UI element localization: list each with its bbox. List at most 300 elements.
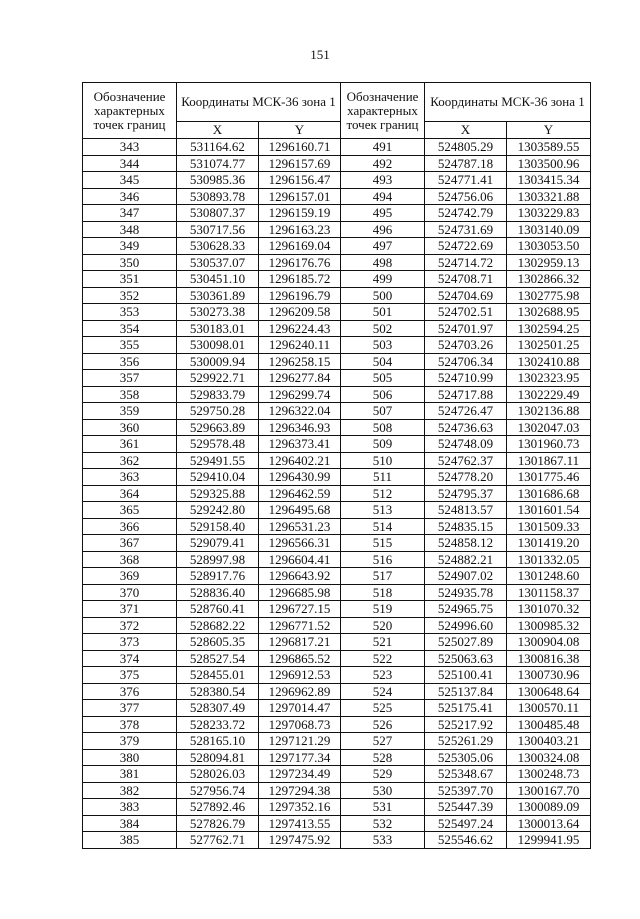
cell-point-right: 508 [341,419,425,436]
cell-y-left: 1296322.04 [259,403,341,420]
cell-x-right: 524858.12 [425,535,507,552]
cell-x-left: 528165.10 [177,733,259,750]
table-row [83,370,591,387]
cell-x-left: 529242.80 [177,502,259,519]
cell-x-left: 530451.10 [177,271,259,288]
cell-y-right: 1303140.09 [507,221,591,238]
cell-point-left: 363 [83,469,177,486]
cell-x-left: 527826.79 [177,815,259,832]
cell-x-right: 524778.20 [425,469,507,486]
cell-x-left: 529491.55 [177,452,259,469]
cell-point-left: 353 [83,304,177,321]
cell-point-right: 528 [341,749,425,766]
cell-point-right: 506 [341,386,425,403]
cell-x-left: 529325.88 [177,485,259,502]
cell-y-right: 1302229.49 [507,386,591,403]
cell-point-right: 526 [341,716,425,733]
table-row [83,502,591,519]
cell-x-left: 530717.56 [177,221,259,238]
table-row [83,254,591,271]
cell-y-right: 1300985.32 [507,617,591,634]
cell-point-right: 518 [341,584,425,601]
cell-x-left: 528094.81 [177,749,259,766]
cell-point-right: 533 [341,832,425,849]
cell-x-right: 524703.26 [425,337,507,354]
cell-point-left: 381 [83,766,177,783]
cell-y-left: 1297475.92 [259,832,341,849]
cell-x-left: 528527.54 [177,650,259,667]
cell-x-left: 528380.54 [177,683,259,700]
cell-y-left: 1296604.41 [259,551,341,568]
cell-x-right: 524736.63 [425,419,507,436]
cell-x-right: 525175.41 [425,700,507,717]
cell-point-right: 494 [341,188,425,205]
cell-point-left: 351 [83,271,177,288]
cell-x-right: 524722.69 [425,238,507,255]
cell-point-left: 358 [83,386,177,403]
cell-y-right: 1301867.11 [507,452,591,469]
cell-x-left: 530273.38 [177,304,259,321]
cell-point-left: 367 [83,535,177,552]
cell-x-left: 530893.78 [177,188,259,205]
cell-y-right: 1301960.73 [507,436,591,453]
table-row [83,419,591,436]
cell-point-right: 493 [341,172,425,189]
table-row [83,700,591,717]
cell-x-right: 525305.06 [425,749,507,766]
cell-y-left: 1297413.55 [259,815,341,832]
cell-x-right: 524787.18 [425,155,507,172]
cell-x-left: 528233.72 [177,716,259,733]
cell-y-right: 1299941.95 [507,832,591,849]
cell-point-right: 520 [341,617,425,634]
cell-point-left: 378 [83,716,177,733]
table-body [83,139,591,849]
table-row [83,650,591,667]
cell-y-right: 1300648.64 [507,683,591,700]
table-row [83,403,591,420]
cell-point-left: 377 [83,700,177,717]
cell-y-right: 1300485.48 [507,716,591,733]
table-row [83,221,591,238]
cell-point-left: 344 [83,155,177,172]
cell-x-left: 531074.77 [177,155,259,172]
cell-x-right: 524748.09 [425,436,507,453]
cell-x-left: 530098.01 [177,337,259,354]
table-row [83,601,591,618]
cell-x-left: 527762.71 [177,832,259,849]
cell-x-right: 524710.99 [425,370,507,387]
cell-x-left: 528760.41 [177,601,259,618]
cell-point-right: 521 [341,634,425,651]
cell-y-left: 1296299.74 [259,386,341,403]
cell-y-left: 1297294.38 [259,782,341,799]
cell-y-right: 1300403.21 [507,733,591,750]
cell-y-left: 1296224.43 [259,320,341,337]
table-row [83,617,591,634]
cell-x-left: 530628.33 [177,238,259,255]
cell-point-right: 512 [341,485,425,502]
cell-x-left: 528026.03 [177,766,259,783]
cell-point-left: 385 [83,832,177,849]
cell-point-left: 345 [83,172,177,189]
cell-y-left: 1296643.92 [259,568,341,585]
cell-x-left: 530009.94 [177,353,259,370]
cell-x-right: 524756.06 [425,188,507,205]
cell-x-left: 530361.89 [177,287,259,304]
table-row [83,436,591,453]
cell-point-right: 496 [341,221,425,238]
cell-y-right: 1303500.96 [507,155,591,172]
cell-point-left: 356 [83,353,177,370]
cell-point-left: 380 [83,749,177,766]
cell-x-left: 529663.89 [177,419,259,436]
cell-y-right: 1302136.88 [507,403,591,420]
cell-y-right: 1300816.38 [507,650,591,667]
cell-y-left: 1297352.16 [259,799,341,816]
cell-x-right: 524717.88 [425,386,507,403]
cell-x-right: 524882.21 [425,551,507,568]
coords-header-left: Координаты МСК-36 зона 1 [177,83,341,122]
table-row [83,634,591,651]
cell-y-left: 1296566.31 [259,535,341,552]
table-row [83,485,591,502]
table-row [83,518,591,535]
table-row [83,188,591,205]
cell-y-right: 1301686.68 [507,485,591,502]
x-header-left: X [177,122,259,139]
cell-y-right: 1301248.60 [507,568,591,585]
table-row [83,799,591,816]
cell-y-right: 1300248.73 [507,766,591,783]
cell-point-left: 374 [83,650,177,667]
table-row [83,815,591,832]
cell-x-right: 524996.60 [425,617,507,634]
table-row [83,238,591,255]
table-row [83,320,591,337]
cell-point-right: 514 [341,518,425,535]
cell-y-left: 1296176.76 [259,254,341,271]
cell-x-right: 524714.72 [425,254,507,271]
cell-y-right: 1300904.08 [507,634,591,651]
cell-y-left: 1297121.29 [259,733,341,750]
cell-x-right: 524935.78 [425,584,507,601]
cell-point-right: 495 [341,205,425,222]
cell-y-left: 1297234.49 [259,766,341,783]
cell-point-right: 511 [341,469,425,486]
cell-y-left: 1296373.41 [259,436,341,453]
cell-point-right: 525 [341,700,425,717]
cell-point-left: 348 [83,221,177,238]
cell-y-left: 1296169.04 [259,238,341,255]
cell-y-left: 1296277.84 [259,370,341,387]
cell-y-left: 1296771.52 [259,617,341,634]
cell-x-left: 530183.01 [177,320,259,337]
cell-y-left: 1296209.58 [259,304,341,321]
cell-x-left: 531164.62 [177,139,259,156]
cell-point-right: 498 [341,254,425,271]
cell-x-right: 524907.02 [425,568,507,585]
cell-y-left: 1296163.23 [259,221,341,238]
cell-y-right: 1302959.13 [507,254,591,271]
cell-x-right: 524706.34 [425,353,507,370]
table-row [83,155,591,172]
cell-y-left: 1296156.47 [259,172,341,189]
cell-point-right: 510 [341,452,425,469]
cell-x-left: 529079.41 [177,535,259,552]
cell-x-left: 529750.28 [177,403,259,420]
cell-point-right: 523 [341,667,425,684]
cell-x-right: 524708.71 [425,271,507,288]
cell-point-right: 507 [341,403,425,420]
cell-point-right: 517 [341,568,425,585]
table-row [83,304,591,321]
table-row [83,782,591,799]
cell-y-right: 1302775.98 [507,287,591,304]
cell-x-left: 529410.04 [177,469,259,486]
cell-x-right: 524805.29 [425,139,507,156]
cell-y-right: 1300013.64 [507,815,591,832]
cell-x-right: 525397.70 [425,782,507,799]
cell-y-right: 1300570.11 [507,700,591,717]
cell-point-left: 372 [83,617,177,634]
cell-x-left: 529158.40 [177,518,259,535]
cell-x-left: 527956.74 [177,782,259,799]
cell-point-left: 346 [83,188,177,205]
table-row [83,683,591,700]
point-header-left: Обозначение характерных точек границ [83,83,177,139]
cell-y-right: 1303053.50 [507,238,591,255]
cell-y-right: 1303321.88 [507,188,591,205]
cell-x-right: 524771.41 [425,172,507,189]
cell-x-left: 527892.46 [177,799,259,816]
cell-point-right: 504 [341,353,425,370]
cell-y-right: 1303415.34 [507,172,591,189]
cell-point-right: 515 [341,535,425,552]
cell-y-right: 1301158.37 [507,584,591,601]
table-row [83,271,591,288]
cell-x-right: 524965.75 [425,601,507,618]
table-row [83,469,591,486]
cell-x-left: 528455.01 [177,667,259,684]
cell-point-right: 519 [341,601,425,618]
cell-y-right: 1302323.95 [507,370,591,387]
cell-point-left: 376 [83,683,177,700]
table-row [83,452,591,469]
cell-point-left: 349 [83,238,177,255]
cell-y-left: 1296727.15 [259,601,341,618]
cell-point-right: 527 [341,733,425,750]
cell-x-right: 524742.79 [425,205,507,222]
cell-point-right: 529 [341,766,425,783]
cell-point-left: 359 [83,403,177,420]
cell-x-right: 525261.29 [425,733,507,750]
cell-point-left: 352 [83,287,177,304]
cell-point-right: 524 [341,683,425,700]
cell-x-right: 524704.69 [425,287,507,304]
cell-point-right: 500 [341,287,425,304]
cell-point-right: 509 [341,436,425,453]
table-row [83,832,591,849]
table-row [83,766,591,783]
cell-point-left: 362 [83,452,177,469]
table-row [83,584,591,601]
cell-point-left: 375 [83,667,177,684]
table-row [83,535,591,552]
cell-y-left: 1296685.98 [259,584,341,601]
coordinates-table [82,82,591,849]
cell-y-right: 1301509.33 [507,518,591,535]
cell-x-right: 525217.92 [425,716,507,733]
cell-y-right: 1300167.70 [507,782,591,799]
cell-point-left: 357 [83,370,177,387]
cell-x-left: 528997.98 [177,551,259,568]
cell-point-left: 383 [83,799,177,816]
y-header-left: Y [259,122,341,139]
cell-point-right: 505 [341,370,425,387]
table-row [83,205,591,222]
cell-y-left: 1296531.23 [259,518,341,535]
cell-point-left: 382 [83,782,177,799]
cell-y-right: 1300089.09 [507,799,591,816]
cell-y-left: 1296912.53 [259,667,341,684]
table-row [83,386,591,403]
cell-x-left: 528307.49 [177,700,259,717]
cell-y-left: 1296495.68 [259,502,341,519]
cell-x-right: 524813.57 [425,502,507,519]
cell-point-right: 499 [341,271,425,288]
table-row [83,733,591,750]
cell-x-right: 524835.15 [425,518,507,535]
cell-point-left: 361 [83,436,177,453]
point-header-right: Обозначение характерных точек границ [341,83,425,139]
cell-y-right: 1302410.88 [507,353,591,370]
cell-y-right: 1303229.83 [507,205,591,222]
cell-y-left: 1296462.59 [259,485,341,502]
cell-y-left: 1296402.21 [259,452,341,469]
cell-point-right: 492 [341,155,425,172]
cell-point-left: 369 [83,568,177,585]
cell-x-left: 528836.40 [177,584,259,601]
cell-y-right: 1302866.32 [507,271,591,288]
cell-point-right: 531 [341,799,425,816]
cell-point-left: 365 [83,502,177,519]
table-row [83,139,591,156]
cell-y-left: 1296865.52 [259,650,341,667]
cell-point-right: 530 [341,782,425,799]
cell-x-right: 524701.97 [425,320,507,337]
cell-point-left: 368 [83,551,177,568]
table-row [83,551,591,568]
cell-point-right: 497 [341,238,425,255]
cell-point-left: 370 [83,584,177,601]
cell-x-right: 524795.37 [425,485,507,502]
cell-y-right: 1302501.25 [507,337,591,354]
cell-x-right: 525447.39 [425,799,507,816]
cell-point-right: 516 [341,551,425,568]
table-row [83,667,591,684]
cell-y-left: 1296817.21 [259,634,341,651]
cell-point-left: 350 [83,254,177,271]
cell-x-right: 525497.24 [425,815,507,832]
page-number: 151 [310,47,330,62]
x-header-right: X [425,122,507,139]
cell-x-right: 525100.41 [425,667,507,684]
cell-point-left: 360 [83,419,177,436]
cell-y-right: 1301419.20 [507,535,591,552]
cell-y-left: 1296196.79 [259,287,341,304]
cell-y-right: 1302688.95 [507,304,591,321]
cell-point-right: 532 [341,815,425,832]
cell-y-right: 1300730.96 [507,667,591,684]
cell-y-left: 1296185.72 [259,271,341,288]
cell-y-right: 1301775.46 [507,469,591,486]
cell-y-right: 1302047.03 [507,419,591,436]
cell-y-left: 1296157.01 [259,188,341,205]
table-row [83,749,591,766]
cell-y-right: 1303589.55 [507,139,591,156]
cell-x-left: 530807.37 [177,205,259,222]
cell-x-right: 525546.62 [425,832,507,849]
cell-x-left: 530537.07 [177,254,259,271]
table-row [83,337,591,354]
cell-x-left: 530985.36 [177,172,259,189]
table-row [83,287,591,304]
cell-point-left: 366 [83,518,177,535]
table-row [83,353,591,370]
cell-point-right: 502 [341,320,425,337]
cell-x-right: 524762.37 [425,452,507,469]
cell-x-left: 528917.76 [177,568,259,585]
cell-y-left: 1296430.99 [259,469,341,486]
cell-point-left: 343 [83,139,177,156]
cell-point-right: 491 [341,139,425,156]
cell-point-right: 522 [341,650,425,667]
table-row [83,716,591,733]
cell-x-left: 528682.22 [177,617,259,634]
coords-header-right: Координаты МСК-36 зона 1 [425,83,591,122]
cell-point-left: 384 [83,815,177,832]
cell-x-right: 525027.89 [425,634,507,651]
cell-point-right: 513 [341,502,425,519]
cell-x-left: 529578.48 [177,436,259,453]
cell-x-right: 525063.63 [425,650,507,667]
cell-point-left: 347 [83,205,177,222]
cell-point-right: 503 [341,337,425,354]
cell-y-left: 1296159.19 [259,205,341,222]
cell-x-left: 529833.79 [177,386,259,403]
cell-y-left: 1297068.73 [259,716,341,733]
cell-point-left: 379 [83,733,177,750]
cell-point-right: 501 [341,304,425,321]
cell-point-left: 355 [83,337,177,354]
cell-y-right: 1301070.32 [507,601,591,618]
cell-y-left: 1296160.71 [259,139,341,156]
cell-x-right: 525348.67 [425,766,507,783]
cell-y-left: 1296240.11 [259,337,341,354]
cell-x-right: 525137.84 [425,683,507,700]
cell-y-left: 1296258.15 [259,353,341,370]
cell-point-left: 371 [83,601,177,618]
cell-y-left: 1296346.93 [259,419,341,436]
cell-x-left: 529922.71 [177,370,259,387]
cell-y-left: 1296962.89 [259,683,341,700]
y-header-right: Y [507,122,591,139]
cell-point-left: 373 [83,634,177,651]
cell-y-right: 1302594.25 [507,320,591,337]
cell-x-right: 524731.69 [425,221,507,238]
cell-point-left: 364 [83,485,177,502]
